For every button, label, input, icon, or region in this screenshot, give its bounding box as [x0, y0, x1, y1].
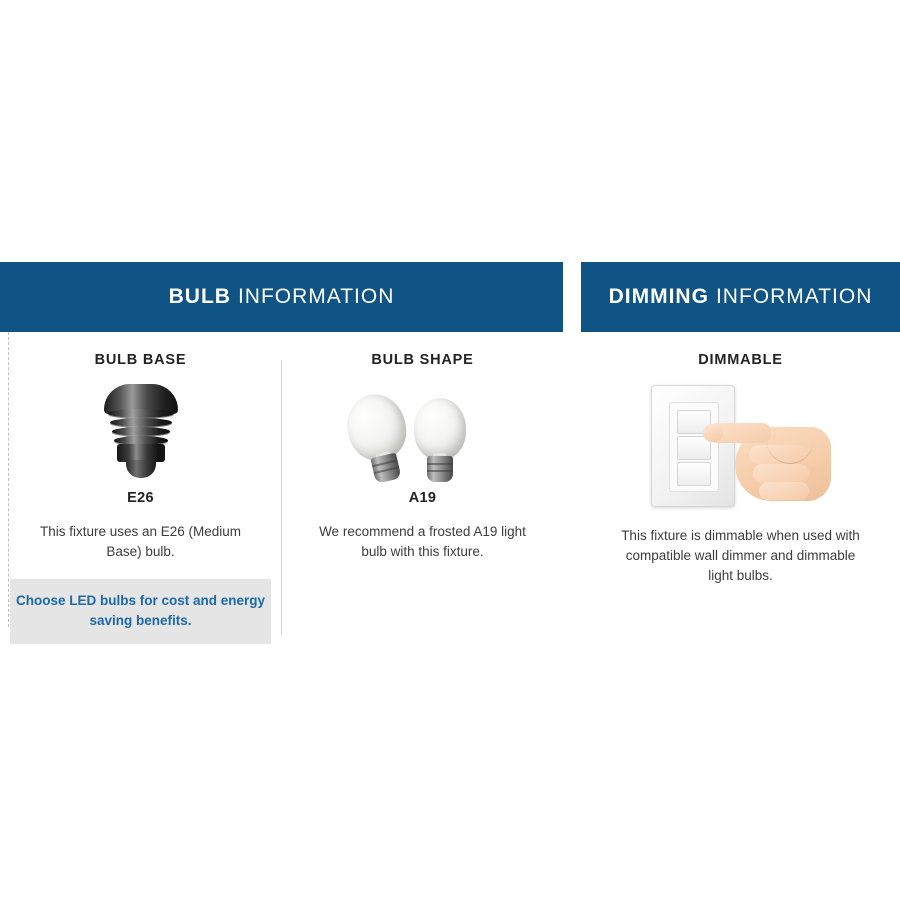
bulb-shape-column — [282, 352, 563, 644]
dimming-information-panel — [581, 262, 900, 586]
dimming-information-body — [581, 332, 900, 586]
led-bulb-note: Choose LED bulbs for cost and energy saving benefits. — [10, 579, 271, 644]
e26-base-icon — [104, 382, 178, 482]
bulb-shape-description: We recommend a frosted A19 light bulb with this fixture. — [319, 524, 526, 559]
dimming-information-header — [581, 262, 900, 332]
bulb-header-light: INFORMATION — [237, 285, 395, 308]
dimmable-column — [581, 352, 900, 586]
bulb-information-body — [0, 332, 563, 644]
bulb-dimming-infographic — [0, 262, 900, 627]
a19-bulbs-icon — [348, 382, 498, 482]
bulb-shape-title: BULB SHAPE — [371, 352, 474, 368]
dimmable-description: This fixture is dimmable when used with compatible wall dimmer and dimmable light bulbs. — [621, 528, 860, 583]
dimming-header-strong: DIMMING — [608, 285, 709, 308]
bulb-information-panel — [0, 262, 563, 644]
bulb-base-column — [0, 352, 281, 644]
panel-separator — [563, 262, 581, 627]
bulb-information-header — [0, 262, 563, 332]
dimmer-switch-hand-icon — [651, 382, 831, 512]
dimmable-title: DIMMABLE — [698, 352, 783, 368]
dimming-header-light: INFORMATION — [715, 285, 873, 308]
bulb-header-strong: BULB — [168, 285, 231, 308]
bulb-base-title: BULB BASE — [94, 352, 187, 368]
bulb-base-label: E26 — [127, 490, 154, 506]
bulb-base-description: This fixture uses an E26 (Medium Base) bulb. — [39, 524, 242, 559]
bulb-shape-label: A19 — [408, 490, 437, 506]
